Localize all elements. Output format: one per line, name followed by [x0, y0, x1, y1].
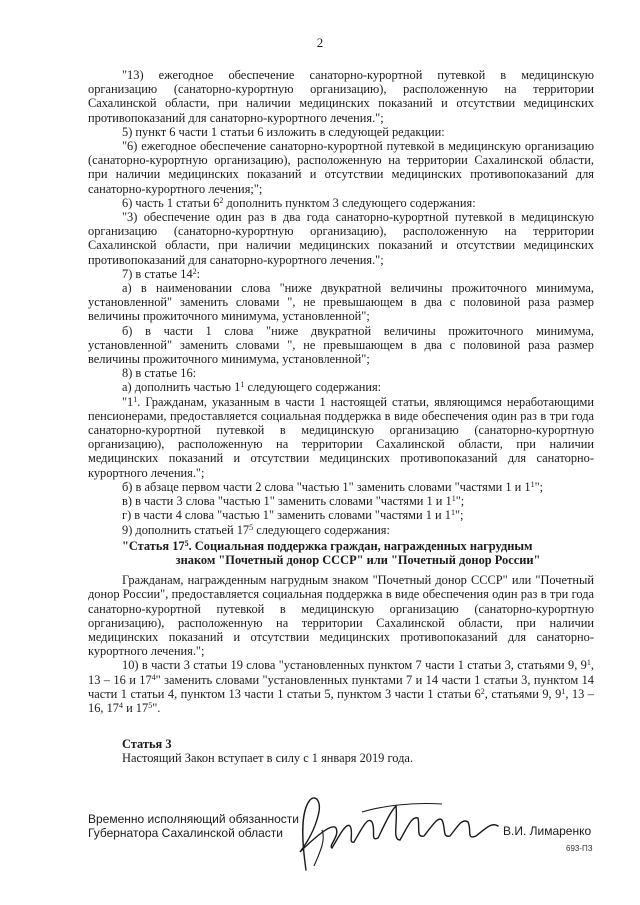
paragraph: 8) в статье 16: [122, 366, 197, 381]
registration-number: 693-ПЗ [566, 844, 593, 853]
article-17-5-heading-line2: знаком "Почетный донор СССР" или "Почетный донор России" [175, 552, 541, 567]
signatory-name: В.И. Лимаренко [503, 824, 592, 838]
paragraph: Гражданам, награжденным нагрудным знаком "Почетный донор СССР" или "Почетный донор России", предоставляется социальная поддержка в виде обеспечения один раз в три года санаторно-курортной путевкой в медицинскую организацию (санаторно-курортную организацию), расположенную на территории Сахалинской области, при наличии медицинских показаний и отсутствии медицинских противопоказаний для санаторно-курортного лечения."; [88, 573, 594, 659]
paragraph: 6) часть 1 статьи $6^2$ дополнить пунктом 3 следующего содержания: [122, 195, 476, 210]
paragraph: "13) ежегодное обеспечение санаторно-курортной путевкой в медицинскую организацию (санаторно-курортную организацию), расположенную на территории Сахалинской области, при наличии медицинских показаний и отсутствии медицинских противопоказаний для санаторно-курортного лечения."; [88, 68, 594, 125]
amendments-list-continued [88, 573, 594, 715]
paragraph: г) в части 4 слова "частью 1" заменить словами "частями 1 и $1^1$"; [122, 508, 464, 523]
paragraph: "$1^1$. Гражданам, указанным в части 1 настоящей статьи, являющимся неработающими пенсионерами, предоставляется социальная поддержка в виде обеспечения один раз в три года санаторно-курортной путевкой в медицинскую организацию (санаторно-курортную организацию), расположенную на территории Сахалинской области, при наличии медицинских показаний и отсутствии медицинских противопоказаний для санаторно-курортного лечения."; [88, 394, 594, 480]
paragraph: б) в части 1 слова "ниже двукратной величины прожиточного минимума, установленной" заменить словами ", не превышающем в два с половиной раза размер величины прожиточного минимума, установленной"; [88, 323, 594, 367]
article-3-title: Статья 3 [122, 737, 172, 752]
document-body [88, 68, 594, 766]
handwritten-signature [292, 782, 512, 882]
paragraph: 10) в части 3 статьи 19 слова "установленных пунктом 7 части 1 статьи 3, статьями 9, $9^1$, 13 – 16 и $17^4$" заменить словами "установленных пунктами 7 и 14 части 1 статьи 3, пунктом 14 части 1 статьи 4, пунктом 13 части 1 статьи 5, пунктом 3 части 1 статьи $6^2$, статьями 9, $9^1$, 13 – 16, $17^4$ и $17^5$". [88, 658, 594, 715]
amendments-list [88, 68, 594, 537]
paragraph: а) дополнить частью $1^1$ следующего содержания: [122, 380, 382, 395]
article-3-text: Настоящий Закон вступает в силу с 1 января 2019 года. [122, 751, 413, 766]
article-17-5-heading: "Статья $17^5$. Социальная поддержка граждан, награжденных нагрудным [122, 538, 533, 553]
paragraph: 5) пункт 6 части 1 статьи 6 изложить в следующей редакции: [122, 124, 445, 139]
paragraph: 7) в статье $14^2$: [122, 266, 201, 281]
page-number: 2 [316, 35, 324, 50]
signatory-position: Временно исполняющий обязанности Губернатора Сахалинской области [88, 812, 299, 840]
paragraph: в) в части 3 слова "частью 1" заменить словами "частями 1 и $1^1$"; [122, 494, 465, 509]
paragraph: 9) дополнить статьей $17^5$ следующего содержания: [122, 522, 390, 537]
paragraph: "6) ежегодное обеспечение санаторно-курортной путевкой в медицинскую организацию (санаторно-курортную организацию), расположенную на территории Сахалинской области, при наличии медицинских показаний и отсутствии медицинских противопоказаний для санаторно-курортного лечения;"; [88, 139, 594, 196]
paragraph: "3) обеспечение один раз в два года санаторно-курортной путевкой в медицинскую организацию (санаторно-курортную организацию), расположенную на территории Сахалинской области, при наличии медицинских показаний и отсутствии медицинских противопоказаний для санаторно-курортного лечения."; [88, 210, 594, 267]
paragraph: а) в наименовании слова "ниже двукратной величины прожиточного минимума, установленной" заменить словами ", не превышающем в два с половиной раза размер величины прожиточного минимума, установленной"; [88, 281, 594, 324]
paragraph: б) в абзаце первом части 2 слова "частью 1" заменить словами "частями 1 и $1^1$"; [122, 479, 544, 494]
